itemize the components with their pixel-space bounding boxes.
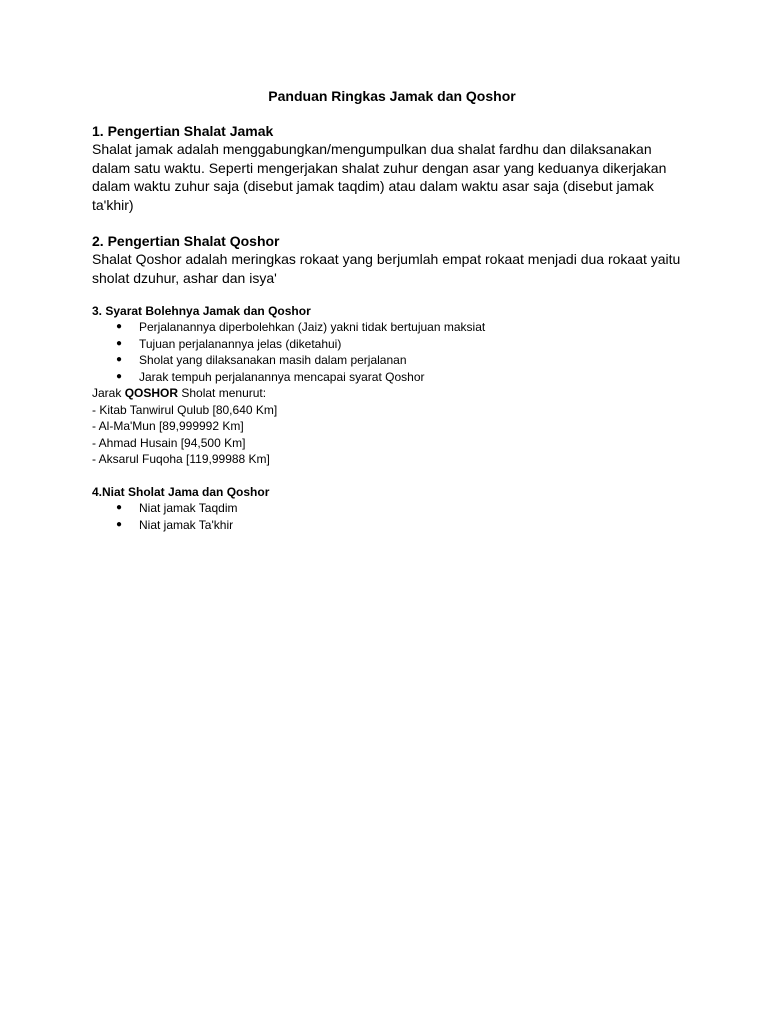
list-item xyxy=(92,517,237,534)
list-item xyxy=(92,319,485,336)
jarak-source-line: - Aksarul Fuqoha [119,99988 Km] xyxy=(92,452,270,466)
bullet-icon: ● xyxy=(116,518,123,530)
bullet-icon: ● xyxy=(116,502,123,513)
section-3-bullet-list xyxy=(92,319,485,385)
list-item-text: Niat jamak Ta'khir xyxy=(139,517,234,532)
list-item-text: Tujuan perjalanannya jelas (diketahui) xyxy=(139,336,342,351)
bullet-icon: ● xyxy=(116,337,123,349)
jarak-suffix: Sholat menurut: xyxy=(178,386,267,400)
bullet-icon: ● xyxy=(116,321,123,332)
list-item-text: Niat jamak Taqdim xyxy=(139,501,238,515)
jarak-bold-term: QOSHOR xyxy=(124,386,179,400)
jarak-source-line: - Al-Ma'Mun [89,999992 Km] xyxy=(92,419,244,433)
section-3-heading: 3. Syarat Bolehnya Jamak dan Qoshor xyxy=(92,304,311,318)
section-4-heading: 4.Niat Sholat Jama dan Qoshor xyxy=(92,485,270,499)
jarak-prefix: Jarak xyxy=(92,386,125,400)
list-item-text: Perjalanannya diperbolehkan (Jaiz) yakni tidak bertujuan maksiat xyxy=(139,320,486,334)
jarak-source-line: - Ahmad Husain [94,500 Km] xyxy=(92,435,246,450)
section-1-heading: 1. Pengertian Shalat Jamak xyxy=(92,123,274,139)
list-item-text: Sholat yang dilaksanakan masih dalam perjalanan xyxy=(139,353,407,367)
section-2-heading: 2. Pengertian Shalat Qoshor xyxy=(92,233,280,249)
jarak-qoshor-block xyxy=(92,385,277,468)
jarak-source-line: - Kitab Tanwirul Qulub [80,640 Km] xyxy=(92,402,278,417)
bullet-icon: ● xyxy=(116,354,123,365)
section-4-bullet-list xyxy=(92,500,237,533)
jarak-heading-line xyxy=(92,385,277,402)
document-title: Panduan Ringkas Jamak dan Qoshor xyxy=(268,88,516,104)
bullet-icon: ● xyxy=(116,370,123,382)
list-item xyxy=(92,369,485,386)
list-item-text: Jarak tempuh perjalanannya mencapai syarat Qoshor xyxy=(139,369,425,384)
list-item xyxy=(92,336,485,353)
list-item xyxy=(92,500,237,517)
section-2-paragraph: Shalat Qoshor adalah meringkas rokaat yang berjumlah empat rokaat menjadi dua rokaat yaitu sholat dzuhur, ashar dan isya' xyxy=(92,251,681,286)
section-1-paragraph: Shalat jamak adalah menggabungkan/mengumpulkan dua shalat fardhu dan dilaksanakan dalam satu waktu. Seperti mengerjakan shalat zuhur dengan asar yang keduanya dikerjakan dalam waktu zuhur saja (disebut jamak taqdim) atau dalam waktu asar saja (disebut jamak ta'khir) xyxy=(92,141,667,213)
list-item xyxy=(92,352,485,369)
